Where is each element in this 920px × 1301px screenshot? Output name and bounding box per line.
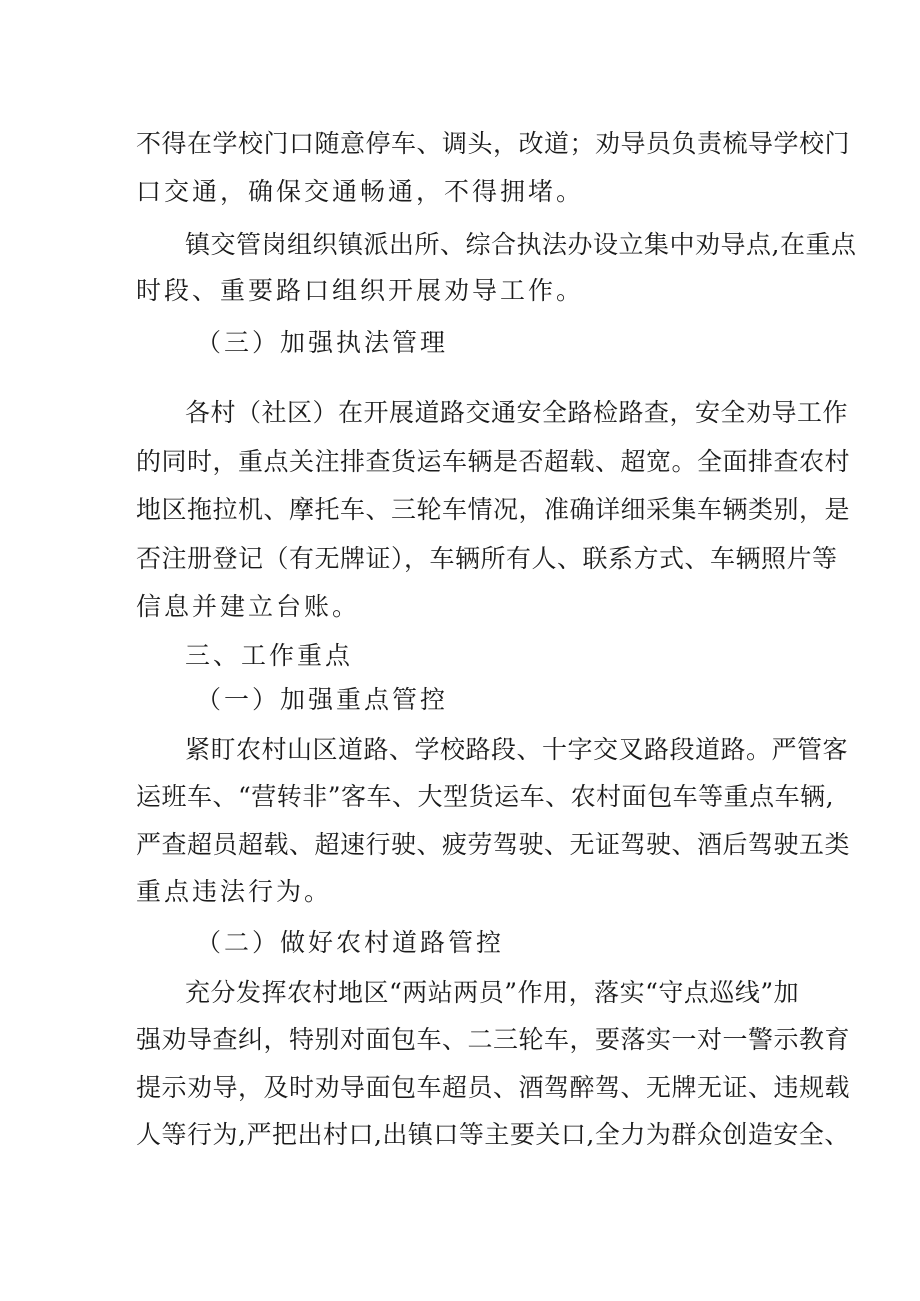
paragraph-3-line-3: 地区拖拉机、摩托车、三轮车情况，准确详细采集车辆类别，是 — [136, 495, 851, 524]
paragraph-5-line-1: 充分发挥农村地区“两站两员”作用，落实“守点巡线”加 — [185, 978, 800, 1007]
paragraph-4-line-4: 重点违法行为。 — [136, 877, 333, 906]
subsection-heading-rural-roads: （二）做好农村道路管控 — [196, 928, 505, 957]
paragraph-1-line-2: 口交通，确保交通畅通，不得拥堵。 — [136, 177, 585, 206]
paragraph-2-line-2: 时段、重要路口组织开展劝导工作。 — [136, 276, 585, 305]
paragraph-1-line-1: 不得在学校门口随意停车、调头，改道；劝导员负责梳导学校门 — [136, 129, 851, 158]
section-heading-enforcement: （三）加强执法管理 — [196, 328, 449, 357]
section-heading-work-focus: 三、工作重点 — [185, 641, 354, 670]
paragraph-3-line-2: 的同时，重点关注排查货运车辆是否超载、超宽。全面排查农村 — [136, 447, 851, 476]
paragraph-5-line-2: 强劝导查纠，特别对面包车、二三轮车，要落实一对一警示教育 — [136, 1025, 851, 1054]
paragraph-2-line-1: 镇交管岗组织镇派出所、综合执法办设立集中劝导点,在重点 — [185, 230, 857, 259]
paragraph-4-line-3: 严查超员超载、超速行驶、疲劳驾驶、无证驾驶、酒后驾驶五类 — [136, 830, 851, 859]
subsection-heading-key-control: （一）加强重点管控 — [196, 685, 449, 714]
paragraph-3-line-5: 信息并建立台账。 — [136, 592, 361, 621]
paragraph-4-line-1: 紧盯农村山区道路、学校路段、十字交叉路段道路。严管客 — [185, 735, 849, 764]
paragraph-3-line-1: 各村（社区）在开展道路交通安全路检路查，安全劝导工作 — [185, 398, 849, 427]
paragraph-5-line-4: 人等行为,严把出村口,出镇口等主要关口,全力为群众创造安全、 — [136, 1120, 850, 1149]
paragraph-3-line-4: 否注册登记（有无牌证），车辆所有人、联系方式、车辆照片等 — [136, 544, 838, 573]
paragraph-5-line-3: 提示劝导，及时劝导面包车超员、酒驾醉驾、无牌无证、违规载 — [136, 1073, 851, 1102]
paragraph-4-line-2: 运班车、“营转非”客车、大型货运车、农村面包车等重点车辆, — [136, 782, 835, 811]
